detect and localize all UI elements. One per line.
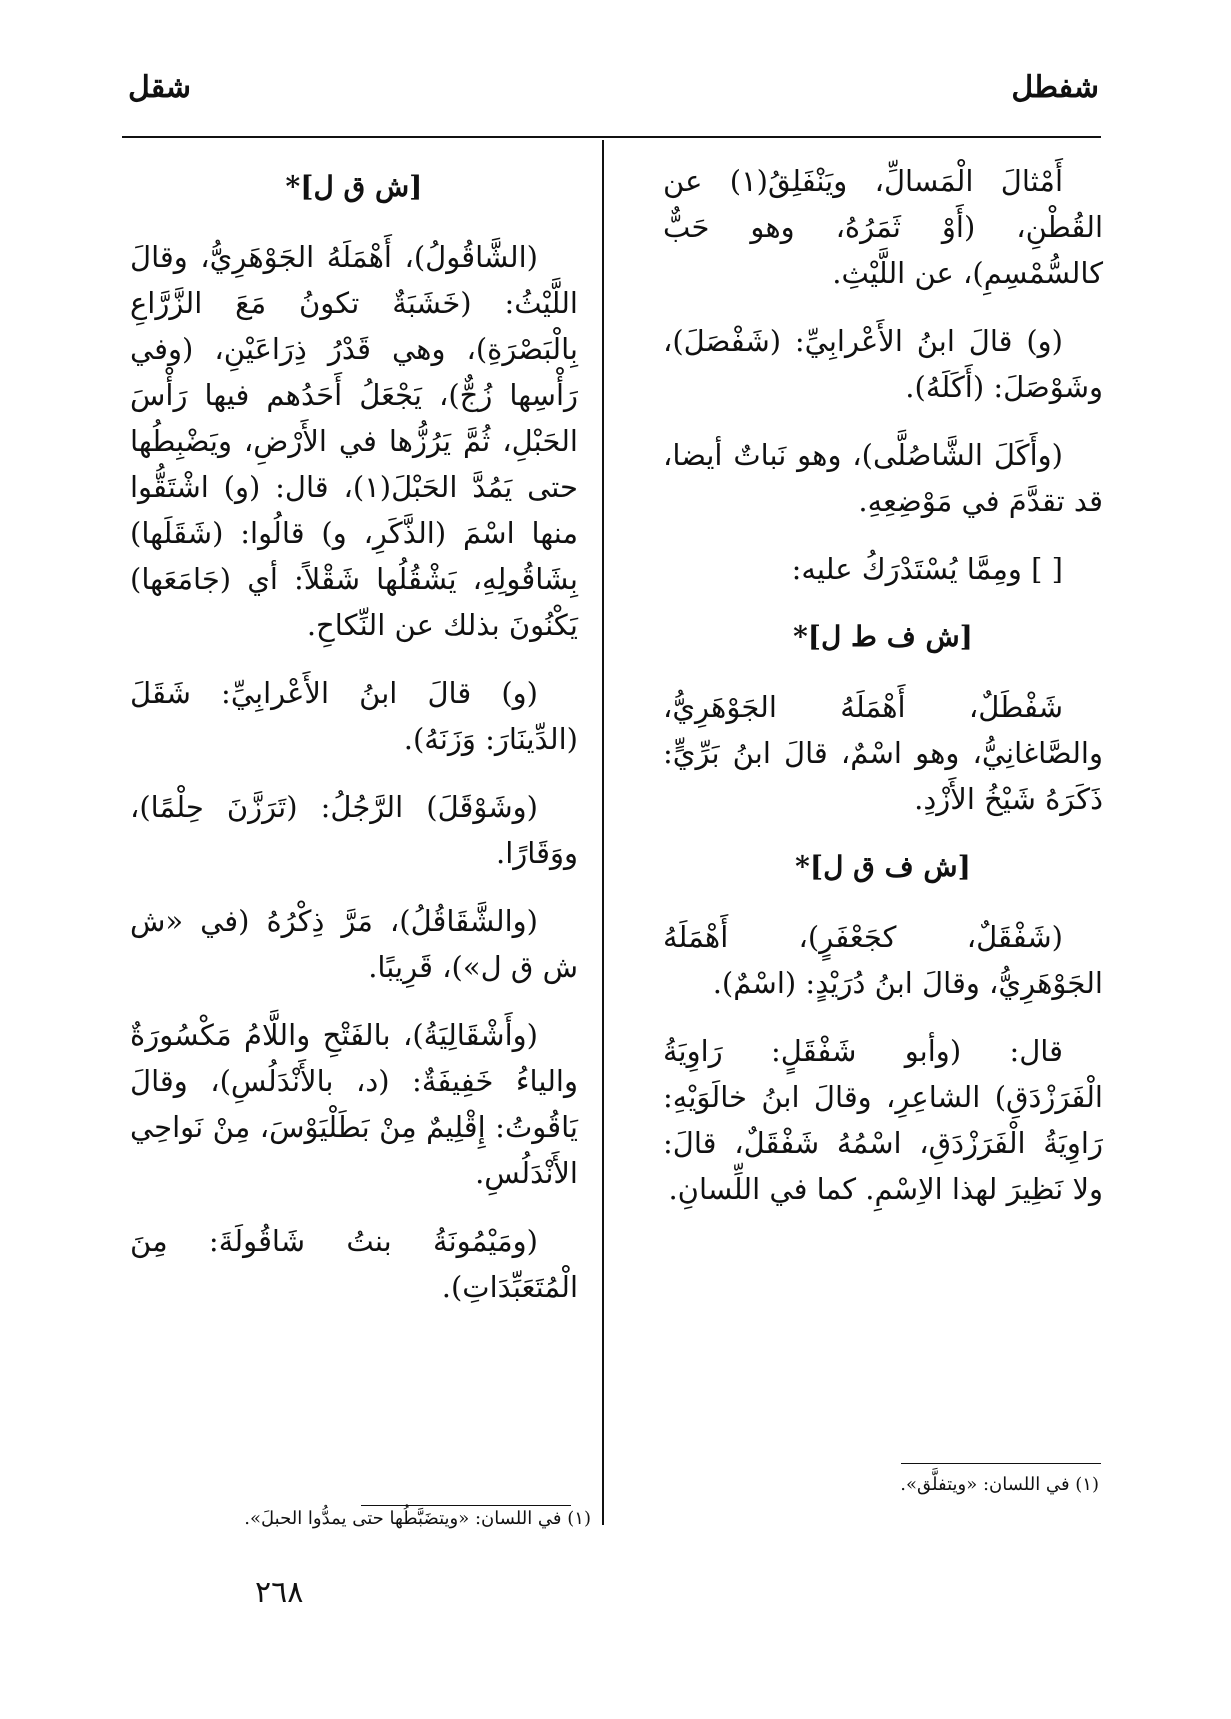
column-divider bbox=[602, 140, 604, 1525]
paragraph: (شَفْقَلٌ، كجَعْفَرٍ)، أَهْمَلَهُ الجَوْهَرِيُّ، وقالَ ابنُ دُرَيْدٍ: (اسْمٌ). bbox=[663, 920, 1103, 1000]
paragraph: (و) قالَ ابنُ الأَعْرابِيِّ: شَقَلَ (الدِّينَارَ: وَزَنَهُ). bbox=[130, 676, 578, 756]
running-header-left: شقل bbox=[128, 70, 192, 105]
left-column bbox=[130, 158, 578, 1332]
entry-heading: [ش ف ط ل]* bbox=[793, 620, 973, 653]
paragraph: [ ] ومِمَّا يُسْتَدْرَكُ عليه: bbox=[791, 552, 1063, 586]
paragraph: (والشَّقَاقُلُ)، مَرَّ ذِكْرُهُ (في «ش ش ق ل»)، قَرِيبًا. bbox=[130, 904, 578, 984]
paragraph: (وأَشْقَالِيَةُ)، بالفَتْحِ واللَّامُ مَكْسُورَةٌ والياءُ خَفِيفَةٌ: (د، بالأَنْدَلُسِ)، وقالَ يَاقُوتُ: إِقْلِيمٌ مِنْ بَطَلْيَوْسَ، مِنْ نَواحِي الأَنْدَلُسِ. bbox=[130, 1018, 578, 1190]
right-column bbox=[663, 158, 1103, 1234]
paragraph: (وشَوْقَلَ) الرَّجُلُ: (تَرَزَّنَ حِلْمًا)، ووَقَارًا. bbox=[130, 790, 578, 870]
paragraph: (ومَيْمُونَةُ بنتُ شَاقُولَةَ: مِنَ الْمُتَعَبِّدَاتِ). bbox=[130, 1224, 578, 1304]
entry-heading: [ش ف ق ل]* bbox=[795, 850, 971, 883]
footnote-left: (١) في اللسان: «ويتضَبَّطُها حتى يمدُّوا الحبلَ». bbox=[244, 1508, 591, 1529]
paragraph: شَفْطَلٌ، أَهْمَلَهُ الجَوْهَرِيُّ، والصَّاغانِيُّ، وهو اسْمٌ، قالَ ابنُ بَرِّيٍّ: ذَكَرَهُ شَيْخُ الأَزْدِ. bbox=[663, 690, 1103, 816]
footnote-rule-left bbox=[361, 1505, 571, 1506]
paragraph: (وأَكَلَ الشَّاصُلَّى)، وهو نَباتٌ أيضا، قد تقدَّمَ في مَوْضِعِهِ. bbox=[663, 438, 1103, 518]
page-number: ٢٦٨ bbox=[255, 1575, 304, 1610]
paragraph: أَمْثالَ الْمَسالِّ، ويَنْفَلِقُ(١) عن القُطْنِ، (أَوْ ثَمَرُهُ، وهو حَبٌّ كالسُّمْسِمِ)، عن اللَّيْثِ. bbox=[663, 164, 1103, 290]
footnote-rule-right bbox=[901, 1463, 1101, 1464]
header-rule bbox=[122, 136, 1101, 138]
footnote-right: (١) في اللسان: «ويتفلَّق». bbox=[900, 1474, 1099, 1495]
entry-heading: [ش ق ل]* bbox=[285, 170, 423, 203]
paragraph: قال: (وأبو شَفْقَلٍ: رَاوِيَةُ الْفَرَزْدَقِ) الشاعِرِ، وقالَ ابنُ خالَوَيْهِ: رَاوِيَةُ الْفَرَزْدَقِ، اسْمُهُ شَفْقَلٌ، قالَ: ولا نَظِيرَ لهذا الاِسْمِ. كما في اللِّسانِ. bbox=[663, 1034, 1103, 1206]
paragraph: (الشَّاقُولُ)، أَهْمَلَهُ الجَوْهَرِيُّ، وقالَ اللَّيْثُ: (خَشَبَةٌ تكونُ مَعَ الزَّرَّاعِ بِالْبَصْرَةِ)، وهي قَدْرُ ذِرَاعَيْنِ، (وفي رَأْسِها زُجٌّ)، يَجْعَلُ أَحَدُهم فيها رَأْسَ الحَبْلِ، ثُمَّ يَرُزُّها في الأَرْضِ، ويَضْبِطُها حتى يَمُدَّ الحَبْلَ(١)، قال: (و) اشْتَقُّوا منها اسْمَ (الذَّكَرِ، و) قالُوا: (شَقَلَها) بِشَاقُولِهِ، يَشْقُلُها شَقْلاً: أي (جَامَعَها) يَكْنُونَ بذلك عن النِّكاحِ. bbox=[130, 240, 578, 642]
running-header-right: شفطل bbox=[1011, 70, 1099, 105]
paragraph: (و) قالَ ابنُ الأَعْرابِيِّ: (شَفْصَلَ)، وشَوْصَلَ: (أَكَلَهُ). bbox=[663, 324, 1103, 404]
